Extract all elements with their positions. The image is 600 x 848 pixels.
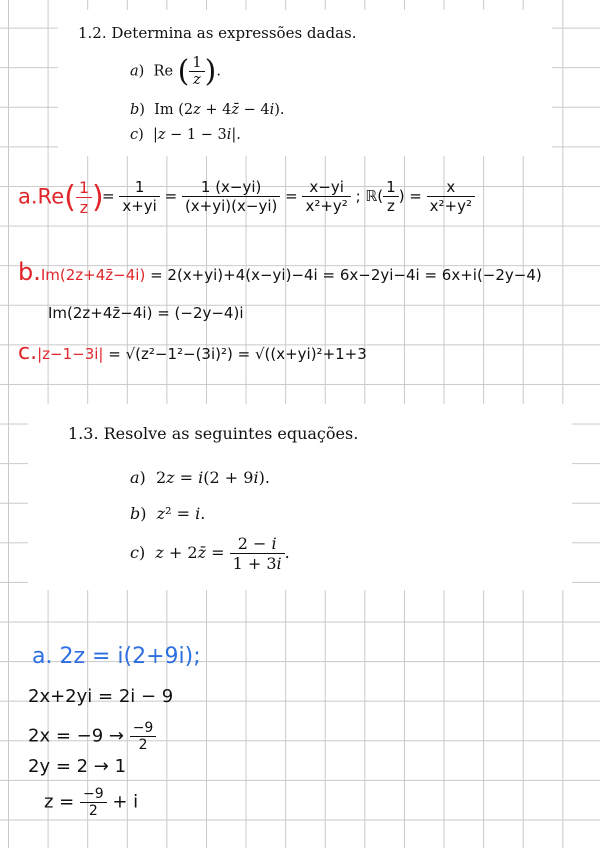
answer-1-2-a-label: a.Re( $\frac{1}{z}$ ) [18,178,104,217]
exercise-1-2-item-c: c) |z − 1 − 3i|. [130,127,241,143]
answer-1-2-c-line: c.|z−1−3i| = √(z²−1²−(3i)²) = √((x+yi)²+1+3 [18,340,367,365]
answer-1-2-b-line2: Im(2z+4z̄−4i) = (−2y−4)i [48,304,244,322]
answer-1-3-a-heading: a. 2z = i(2+9i); [32,644,201,669]
answer-1-3-line-4: z = $\frac{-9}{2}$ + i [44,786,139,819]
exercise-1-3-item-a: a) 2z = i(2 + 9i). [130,468,270,487]
exercise-1-3-title: 1.3. Resolve as seguintes equações. [68,424,359,443]
exercise-1-3-card [28,404,572,590]
answer-1-3-line-3: 2y = 2 → 1 [28,756,127,777]
exercise-1-3-item-b: b) z² = i. [130,504,206,523]
answer-1-3-line-1: 2x+2yi = 2i − 9 [28,686,174,707]
exercise-1-3-item-c: c) z + 2z̄ = $\frac{2 - i}{1 + 3i}$ . [130,534,290,573]
exercise-1-2-item-b: b) Im (2z + 4z̄ − 4i). [130,102,285,118]
answer-1-3-line-2: 2x = −9 → $\frac{-9}{2}$ [28,720,156,753]
answer-1-2-a-steps: = $\frac{1}{x+yi}$ = $\frac{1 (x-yi)}{(x+yi)(x-yi)}$ = $\frac{x-yi}{\text{x²+y²}}$ ; ℝ( $\frac{1}{z}$ ) = $\frac{x}{\text{x²+y²}}$ [102,178,475,215]
exercise-1-2-title: 1.2. Determina as expressões dadas. [78,24,357,42]
answer-1-2-b-line1: b.Im(2z+4z̄−4i) = 2(x+yi)+4(x−yi)−4i = 6x−2yi−4i = 6x+i(−2y−4) [18,258,542,286]
exercise-1-2-item-a: a) Re ( $\frac{1}{z}$ ). [130,54,221,89]
